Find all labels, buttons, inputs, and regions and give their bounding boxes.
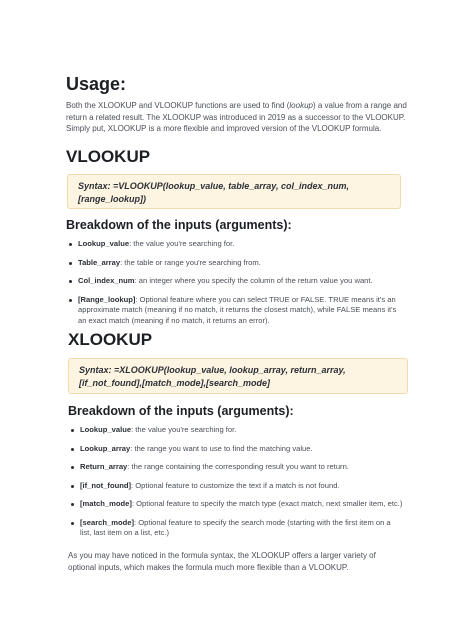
list-item [68,425,404,436]
arg-desc: : Optional feature to customize the text if a match is not found. [131,480,340,490]
list-item [68,481,404,492]
list-item [68,518,404,539]
arg-term: [if_not_found] [80,480,132,490]
list-item [68,499,404,510]
arg-term: [match_mode] [80,499,132,508]
xlookup-syntax-box: Syntax: =XLOOKUP(lookup_value, lookup_array, return_array, [if_not_found],[match_mode],[search_mode] [68,358,408,394]
vlookup-heading: VLOOKUP [66,147,151,166]
arg-term: Table_array [78,257,121,267]
list-item [68,444,404,455]
arg-desc: : the table or range you're searching from. [120,257,261,267]
intro-text-part-2: ) a value from a range and return a related result. The XLOOKUP was introduced in 2019 as a successor to the VLOOKUP. Simply put, XLOOKUP is a more flexible and improved version of the VLOOKUP formula. [66,101,407,133]
arg-desc: : the value you're searching for. [131,425,237,434]
arg-term: Lookup_array [80,443,131,453]
xlookup-heading: XLOOKUP [68,330,153,349]
intro-text-part-1: Both the XLOOKUP and VLOOKUP functions are used to find ( [66,101,290,110]
arg-term: Col_index_num [78,276,135,285]
arg-desc: : Optional feature to specify the search mode (starting with the first item on a list, last item on a list, etc.) [80,517,391,537]
list-item [66,258,402,269]
arg-term: Lookup_value [80,425,132,434]
arg-term: [search_mode] [80,517,135,527]
list-item [68,462,404,473]
usage-intro-paragraph [66,100,412,135]
arg-desc: : the range containing the corresponding result you want to return. [127,462,349,471]
xlookup-breakdown-heading: Breakdown of the inputs (arguments): [68,404,294,418]
xlookup-outro-paragraph: As you may have noticed in the formula syntax, the XLOOKUP offers a larger variety of optional inputs, which makes the formula much more flexible than a VLOOKUP. [68,551,376,572]
usage-heading: Usage: [66,74,127,94]
list-item [66,276,402,287]
arg-desc: : an integer where you specify the column of the return value you want. [134,276,373,285]
vlookup-args-list [66,239,402,326]
arg-desc: : Optional feature to specify the match type (exact match, next smaller item, etc.) [131,499,403,508]
list-item [66,295,402,327]
arg-desc: : the range you want to use to find the matching value. [130,443,313,453]
arg-term: Return_array [80,462,128,471]
list-item [66,239,402,250]
arg-term: Lookup_value [78,239,130,248]
arg-term: [Range_lookup] [78,294,136,304]
intro-italic-text: lookup [289,101,313,110]
vlookup-syntax-box: Syntax: =VLOOKUP(lookup_value, table_array, col_index_num, [range_lookup]) [67,174,401,209]
xlookup-args-list [68,425,404,539]
vlookup-breakdown-heading: Breakdown of the inputs (arguments): [66,218,292,232]
arg-desc: : the value you're searching for. [129,239,235,248]
arg-desc: : Optional feature where you can select TRUE or FALSE. TRUE means it's an approximate match (meaning if no match, it returns the closest match), while FALSE means it's an exact match (meaning if no match, it returns an error). [78,294,397,325]
